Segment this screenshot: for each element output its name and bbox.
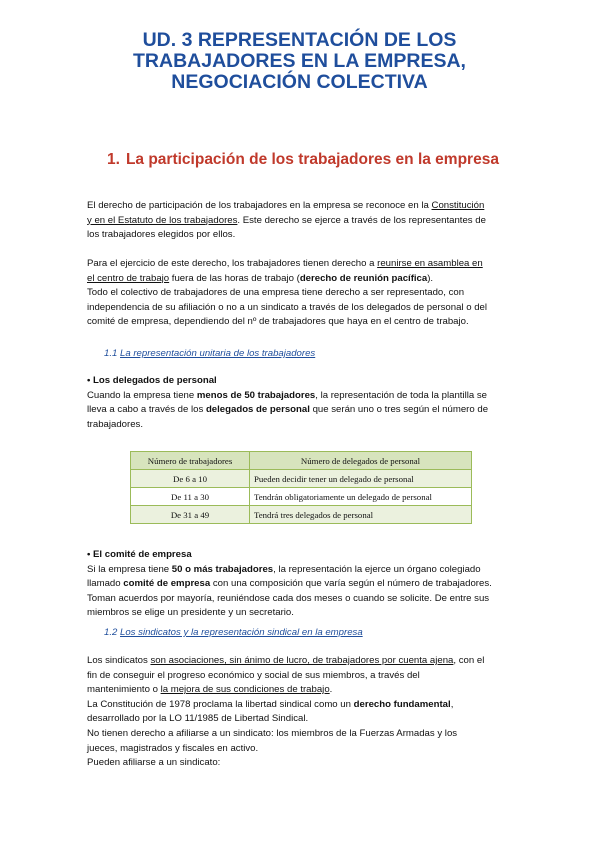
table-row xyxy=(131,506,472,524)
table-cell: De 6 a 10 xyxy=(131,470,250,488)
text-run: la mejora de sus condiciones de trabajo xyxy=(160,684,330,696)
bold-text: 50 o más trabajadores xyxy=(171,563,274,575)
paragraph-comite xyxy=(87,548,507,621)
text-run: con una composición que varía según el número de trabajadores. xyxy=(210,578,492,590)
subsection-heading-unitaria xyxy=(104,348,315,359)
bold-text: derecho de reunión pacífica xyxy=(299,272,428,284)
subsection-heading-sindicatos xyxy=(104,627,363,638)
text-run: mantenimiento o xyxy=(87,684,161,696)
text-run: fin de conseguir el progreso económico y social de sus miembros, a través del xyxy=(87,669,420,681)
text-run: Cuando la empresa tiene xyxy=(87,389,197,401)
text-run: lleva a cabo a través de los xyxy=(87,404,206,416)
text-run: Los sindicatos y la representación sindical en la empresa xyxy=(120,627,363,638)
table-header: Número de trabajadores xyxy=(131,452,250,470)
text-run: llamado xyxy=(87,578,124,590)
document-title: UD. 3 REPRESENTACIÓN DE LOS TRABAJADORES EN LA EMPRESA, NEGOCIACIÓN COLECTIVA xyxy=(133,29,466,93)
table-cell: Tendrán obligatoriamente un delegado de personal xyxy=(250,488,472,506)
text-run: Para el ejercicio de este derecho, los trabajadores tienen derecho a xyxy=(87,258,378,269)
text-run: que serán uno o tres según el número de xyxy=(309,404,489,416)
text-run: . xyxy=(329,684,333,696)
text-run: Todo el colectivo de trabajadores de una empresa tiene derecho a ser representado, con xyxy=(87,287,465,299)
text-run: La representación unitaria de los trabajadores xyxy=(120,348,316,359)
text-run: , la representación de toda la plantilla se xyxy=(315,389,487,401)
text-run: reunirse en asamblea en xyxy=(377,258,483,269)
paragraph-delegados xyxy=(87,374,507,432)
delegados-table xyxy=(130,451,472,524)
text-run: independencia de su afiliación o no a un sindicato a través de los delegados de personal o del xyxy=(87,301,488,313)
table-cell: Tendrá tres delegados de personal xyxy=(250,506,472,524)
bold-text: menos de 50 trabajadores xyxy=(196,389,316,401)
text-run: La Constitución de 1978 proclama la libertad sindical como un xyxy=(87,698,354,710)
paragraph-ejercicio xyxy=(87,257,507,330)
text-run: , la representación la ejerce un órgano colegiado xyxy=(273,563,481,575)
text-run: Los sindicatos xyxy=(87,655,151,666)
text-run: El derecho de participación de los trabajadores en la empresa se reconoce en la xyxy=(87,200,432,211)
text-run: Si la empresa tiene xyxy=(87,563,172,575)
bullet-comite: • El comité de empresa xyxy=(87,549,192,560)
table-row xyxy=(131,470,472,488)
text-run: jueces, magistrados y fiscales en activo. xyxy=(87,742,259,754)
bold-text: delegados de personal xyxy=(205,404,310,416)
text-run: son asociaciones, sin ánimo de lucro, de trabajadores por cuenta ajena xyxy=(150,655,454,666)
text-run: Constitución xyxy=(431,200,485,211)
text-run: Toman acuerdos por mayoría, reuniéndose cada dos meses o cuando se solicite. De entre sus xyxy=(87,592,490,604)
paragraph-sindicatos xyxy=(87,654,507,771)
text-run: trabajadores. xyxy=(87,418,143,430)
section-heading: 1. La participación de los trabajadores en la empresa xyxy=(107,151,499,168)
table-cell: De 31 a 49 xyxy=(131,506,250,524)
text-run: los trabajadores elegidos por ellos. xyxy=(87,229,236,241)
table-header: Número de delegados de personal xyxy=(250,452,472,470)
text-run: . Este derecho se ejerce a través de los representantes de xyxy=(237,214,486,226)
text-run: No tienen derecho a afiliarse a un sindicato: los miembros de la Fuerzas Armadas y los xyxy=(87,727,458,739)
text-run: ). xyxy=(427,272,434,284)
bullet-delegados: • Los delegados de personal xyxy=(87,375,217,386)
bold-text: comité de empresa xyxy=(123,578,211,590)
text-run: 1.2 xyxy=(104,627,118,638)
paragraph-participacion xyxy=(87,199,507,243)
text-run: 1.1 xyxy=(104,348,118,359)
table-cell: De 11 a 30 xyxy=(131,488,250,506)
bold-text: derecho fundamental xyxy=(353,698,451,710)
text-run: desarrollado por la LO 11/1985 de Libertad Sindical. xyxy=(87,713,309,725)
text-run: y en el Estatuto de los trabajadores xyxy=(87,214,238,226)
text-run: el centro de trabajo xyxy=(87,272,170,284)
text-run: , xyxy=(450,698,454,710)
text-run: Pueden afiliarse a un sindicato: xyxy=(87,757,221,769)
text-run: comité de empresa, dependiendo del nº de trabajadores que haya en el centro de trabajo. xyxy=(87,316,469,328)
text-run: miembros se elige un presidente y un secretario. xyxy=(87,607,294,619)
text-run: , con el xyxy=(453,655,485,666)
table-cell: Pueden decidir tener un delegado de personal xyxy=(250,470,472,488)
table-row xyxy=(131,488,472,506)
text-run: fuera de las horas de trabajo ( xyxy=(169,272,300,284)
